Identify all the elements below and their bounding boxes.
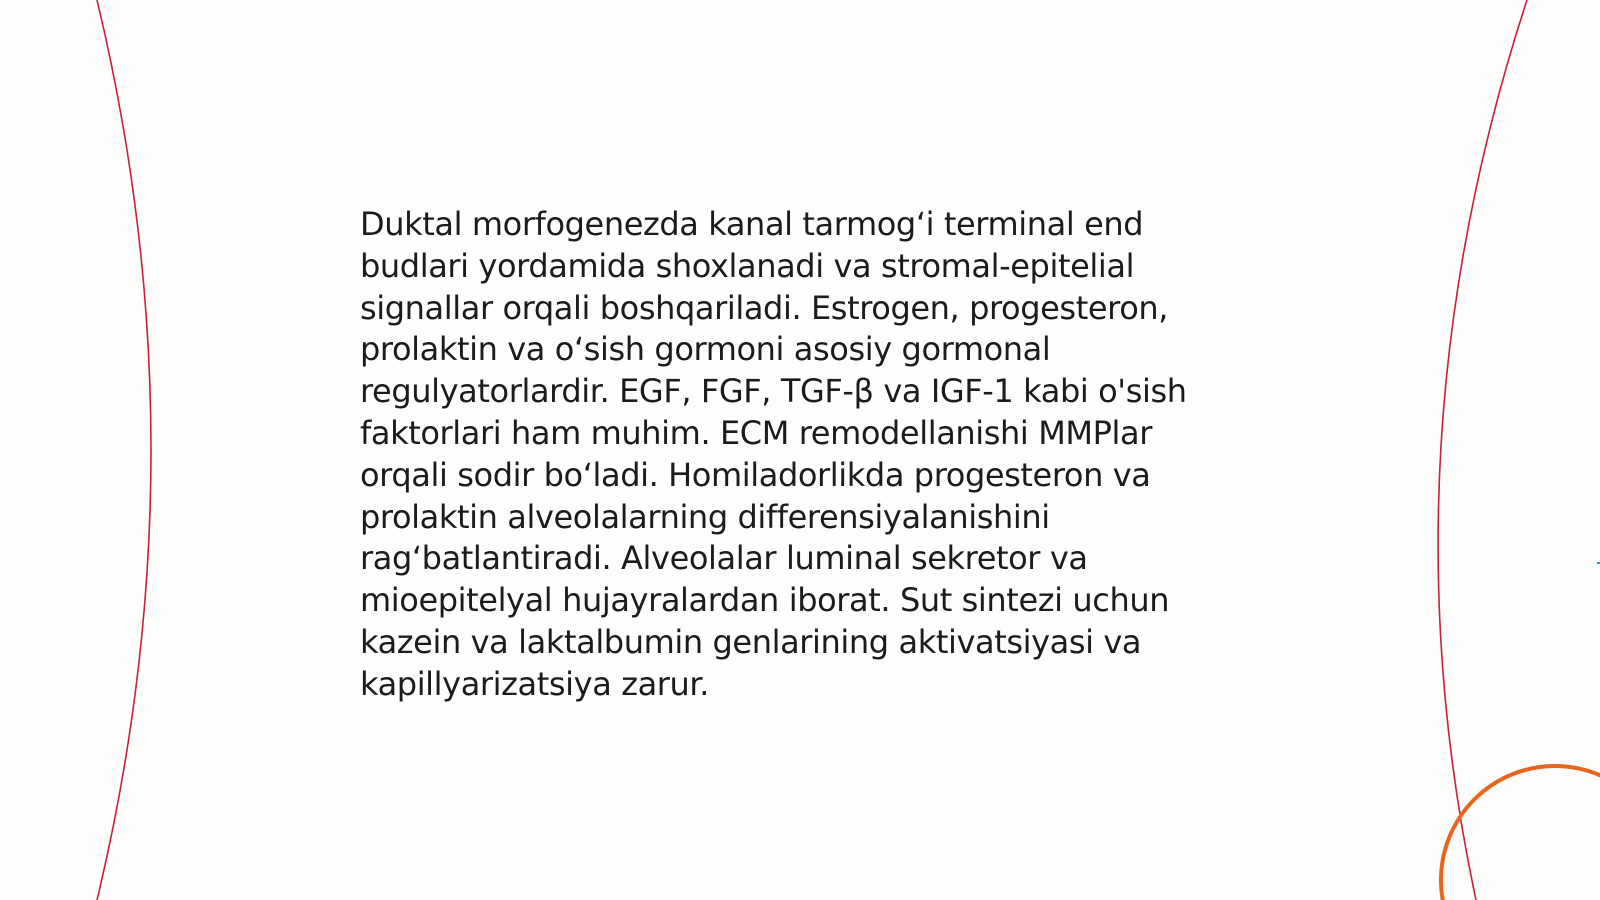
corner-circle-decoration [1441, 766, 1600, 900]
right-arc-decoration [1438, 0, 1527, 900]
slide-body-text: Duktal morfogenezda kanal tarmog‘i terminal end budlari yordamida shoxlanadi va stromal-epitelial signallar orqali boshqariladi. Estrogen, progesteron, prolaktin va o‘sish gormoni asosiy gormonal regulyatorlardir. EGF, FGF, TGF-β va IGF-1 kabi o'sish faktorlari ham muhim. ECM remodellanishi MMPlar orqali sodir bo‘ladi. Homiladorlikda progesteron va prolaktin alveolalarning differensiyalanishini rag‘batlantiradi. Alveolalar luminal sekretor va mioepitelyal hujayralardan iborat. Sut sintezi uchun kazein va laktalbumin genlarining aktivatsiyasi va kapillyarizatsiya zarur. [360, 205, 1187, 703]
left-arc-decoration [97, 0, 151, 900]
